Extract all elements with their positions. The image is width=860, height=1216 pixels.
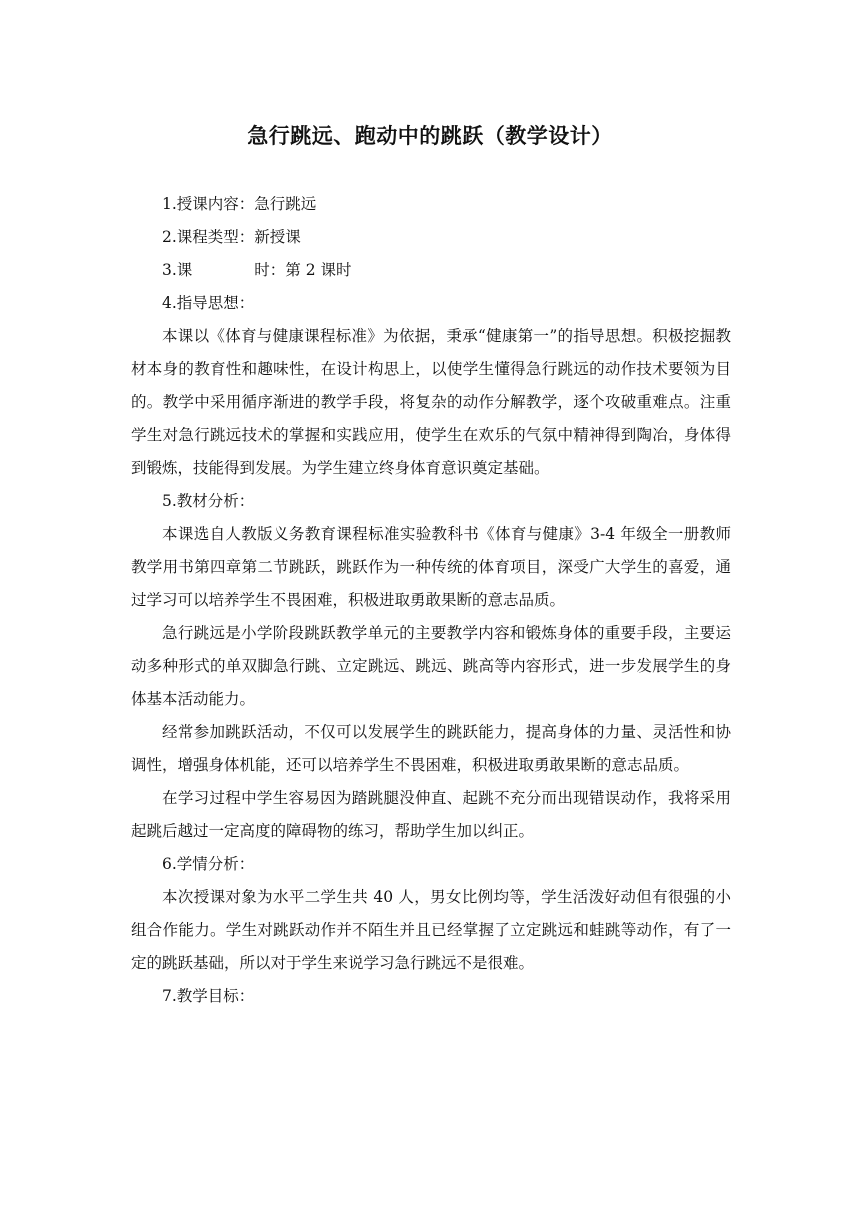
section-5-paragraph-3: 经常参加跳跃活动，不仅可以发展学生的跳跃能力，提高身体的力量、灵活性和协调性，增强身体机能，还可以培养学生不畏困难，积极进取勇敢果断的意志品质。 [131, 723, 731, 774]
section-5-paragraph-2: 急行跳远是小学阶段跳跃教学单元的主要教学内容和锻炼身体的重要手段，主要运动多种形式的单双脚急行跳、立定跳远、跳远、跳高等内容形式，进一步发展学生的身体基本活动能力。 [131, 624, 731, 708]
section-5-paragraph-4: 在学习过程中学生容易因为踏跳腿没伸直、起跳不充分而出现错误动作，我将采用起跳后越过一定高度的障碍物的练习，帮助学生加以纠正。 [131, 789, 731, 840]
section-5-paragraph-1: 本课选自人教版义务教育课程标准实验教科书《体育与健康》3-4 年级全一册教师教学用书第四章第二节跳跃，跳跃作为一种传统的体育项目，深受广大学生的喜爱，通过学习可以培养学生不畏困难，积极进取勇敢果断的意志品质。 [131, 525, 731, 609]
document-body [131, 188, 731, 1013]
item-class-hours-suffix: 时：第 2 课时 [254, 261, 352, 279]
item-course-content: 1.授课内容：急行跳远 [162, 195, 317, 213]
section-6-paragraph: 本次授课对象为水平二学生共 40 人，男女比例均等，学生活泼好动但有很强的小组合作能力。学生对跳跃动作并不陌生并且已经掌握了立定跳远和蛙跳等动作，有了一定的跳跃基础，所以对于学生来说学习急行跳远不是很难。 [131, 888, 731, 972]
item-course-type: 2.课程类型：新授课 [162, 228, 301, 246]
document-title: 急行跳远、跑动中的跳跃（教学设计） [247, 124, 613, 148]
section-7-heading: 7.教学目标： [162, 987, 255, 1005]
guiding-thought-paragraph: 本课以《体育与健康课程标准》为依据，秉承“健康第一”的指导思想。积极挖掘教材本身的教育性和趣味性，在设计构思上，以使学生懂得急行跳远的动作技术要领为目的。教学中采用循序渐进的教学手段，将复杂的动作分解教学，逐个攻破重难点。注重学生对急行跳远技术的掌握和实践应用，使学生在欢乐的气氛中精神得到陶冶，身体得到锻炼，技能得到发展。为学生建立终身体育意识奠定基础。 [131, 327, 731, 477]
item-class-hours [131, 254, 731, 287]
item-class-hours-prefix: 3.课 [162, 261, 193, 279]
item-guiding-thought-heading: 4.指导思想： [162, 294, 255, 312]
section-6-heading: 6.学情分析： [162, 855, 255, 873]
section-5-heading: 5.教材分析： [162, 492, 255, 510]
